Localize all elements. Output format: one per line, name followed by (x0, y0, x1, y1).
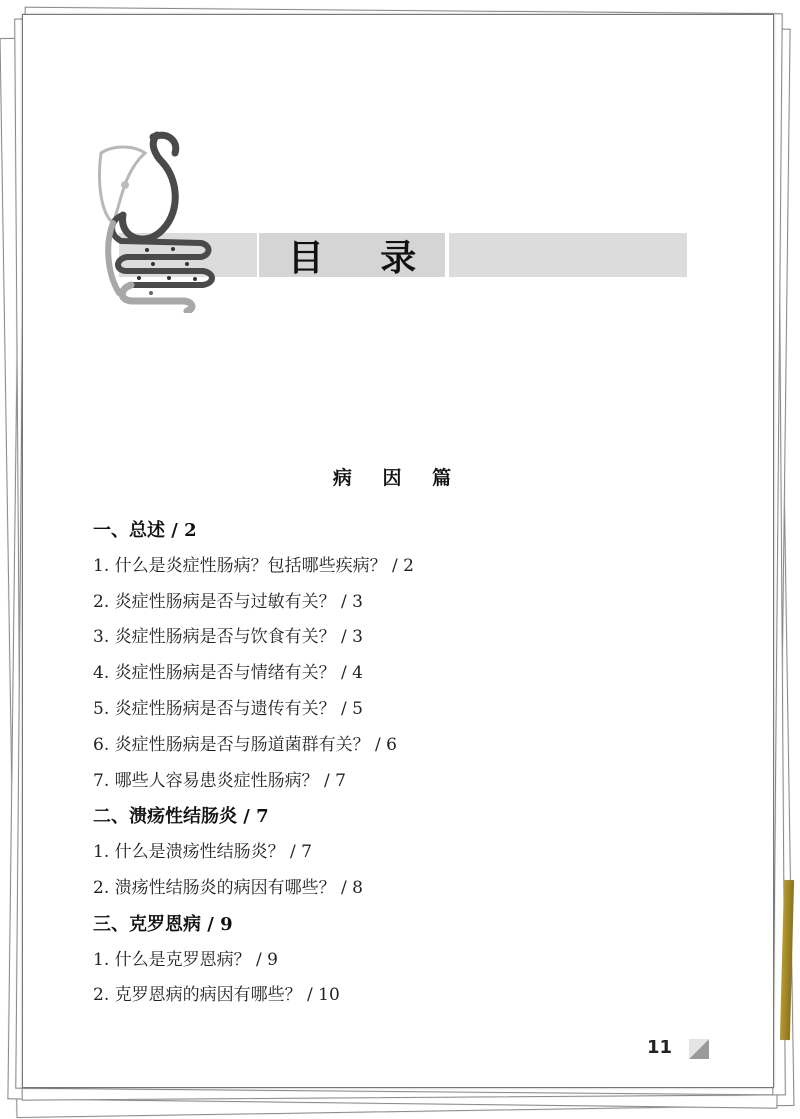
table-of-contents (93, 513, 713, 1014)
toc-item[interactable]: 1. 什么是炎症性肠病？包括哪些疾病？ / 2 (93, 555, 414, 576)
stomach-intestine-icon (83, 123, 223, 313)
header-band-title (259, 233, 445, 277)
section-title: 病 因 篇 (332, 467, 464, 489)
toc-item[interactable]: 2. 溃疡性结肠炎的病因有哪些？ / 8 (93, 877, 363, 898)
toc-item[interactable]: 3. 炎症性肠病是否与饮食有关？ / 3 (93, 627, 363, 648)
toc-item[interactable]: 7. 哪些人容易患炎症性肠病？ / 7 (93, 770, 346, 791)
toc-chapter[interactable]: 三、克罗恩病 / 9 (93, 913, 233, 935)
toc-item[interactable]: 2. 炎症性肠病是否与过敏有关？ / 3 (93, 591, 363, 612)
corner-triangle-icon (689, 1039, 709, 1059)
page-number: 11 (647, 1037, 673, 1058)
toc-item[interactable]: 1. 什么是溃疡性结肠炎？ / 7 (93, 842, 312, 863)
toc-item[interactable]: 2. 克罗恩病的病因有哪些？ / 10 (93, 985, 340, 1006)
document-page (22, 14, 774, 1088)
header-band-right (449, 233, 687, 277)
toc-item[interactable]: 1. 什么是克罗恩病？ / 9 (93, 949, 278, 970)
toc-chapter[interactable]: 二、溃疡性结肠炎 / 7 (93, 806, 269, 828)
toc-item[interactable]: 4. 炎症性肠病是否与情绪有关？ / 4 (93, 663, 363, 684)
toc-item[interactable]: 5. 炎症性肠病是否与遗传有关？ / 5 (93, 698, 363, 719)
toc-chapter[interactable]: 一、总述 / 2 (93, 520, 197, 541)
page-title: 目 录 (287, 237, 439, 279)
toc-item[interactable]: 6. 炎症性肠病是否与肠道菌群有关？ / 6 (93, 734, 397, 755)
